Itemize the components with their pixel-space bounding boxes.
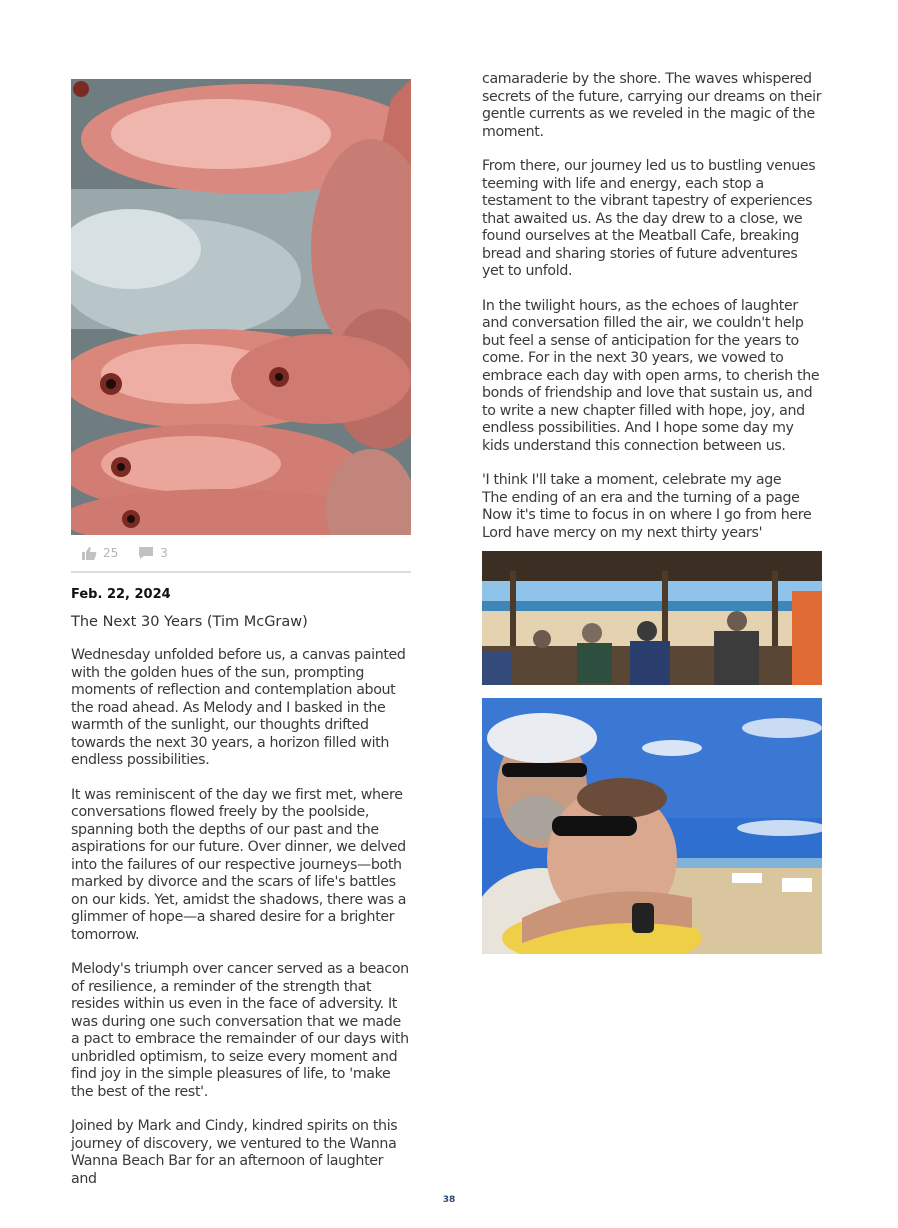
body-paragraph: It was reminiscent of the day we first met, where conversations flowed freely by the poolside, spanning both the depths of our past and the aspirations for our future. Over dinner, we delved into the failures of our respective journeys—both marked by divorce and the scars of life's battles on our kids. Yet, amidst the shadows, there was a glimmer of hope—a shared desire for a brighter tomorrow. <box>71 786 407 943</box>
quote-line: Now it's time to focus in on where I go from here <box>482 507 812 523</box>
body-paragraph: camaraderie by the shore. The waves whispered secrets of the future, carrying our dreams on their gentle currents as we reveled in the magic of the moment. <box>482 71 822 140</box>
quote-line: 'I think I'll take a moment, celebrate my age <box>482 472 782 488</box>
body-paragraph: From there, our journey led us to bustling venues teeming with life and energy, each stop a testament to the vibrant tapestry of experiences that awaited us. As the day drew to a close, we found ourselves at the Meatball Cafe, breaking bread and sharing stories of future adventures yet to unfold. <box>482 158 816 279</box>
right-column <box>482 71 822 954</box>
left-column <box>71 79 411 1188</box>
couple-selfie-photo <box>482 698 822 954</box>
quote-line: Lord have mercy on my next thirty years' <box>482 524 763 541</box>
post-stats-bar <box>71 535 411 573</box>
comment-icon[interactable] <box>138 546 154 560</box>
body-paragraph: Wednesday unfolded before us, a canvas painted with the golden hues of the sun, prompting moments of reflection and contemplation about the road ahead. As Melody and I basked in the warmth of the sunlight, our thoughts drifted towards the next 30 years, a horizon filled with endless possibilities. <box>71 647 406 768</box>
page-number: 38 <box>442 1195 456 1205</box>
body-paragraph: Joined by Mark and Cindy, kindred spirits on this journey of discovery, we ventured to the Wanna Wanna Beach Bar for an afternoon of laughter and <box>71 1118 398 1187</box>
quote-line: The ending of an era and the turning of a page <box>482 489 800 506</box>
body-paragraph: Melody's triumph over cancer served as a beacon of resilience, a reminder of the strength that resides within us even in the face of adversity. It was during one such conversation that we made a pact to embrace the remainder of our days with unbridled optimism, to seize every moment and find joy in the simple pleasures of life, to 'make the best of the rest'. <box>71 961 409 1100</box>
thumbs-up-icon[interactable] <box>81 546 97 560</box>
post-date: Feb. 22, 2024 <box>71 587 171 602</box>
post-title: The Next 30 Years (Tim McGraw) <box>71 614 308 630</box>
comments-count: 3 <box>160 546 168 560</box>
likes-count: 25 <box>103 546 119 560</box>
fish-on-ice-photo <box>71 79 411 535</box>
beach-bar-photo <box>482 551 822 685</box>
body-paragraph: In the twilight hours, as the echoes of laughter and conversation filled the air, we couldn't help but feel a sense of anticipation for the years to come. For in the next 30 years, we vowed to embrace each day with open arms, to cherish the bonds of friendship and love that sustain us, and to write a new chapter filled with hope, joy, and endless possibilities. And I hope some day my kids understand this connection between us. <box>482 297 820 454</box>
song-quote <box>482 472 822 542</box>
